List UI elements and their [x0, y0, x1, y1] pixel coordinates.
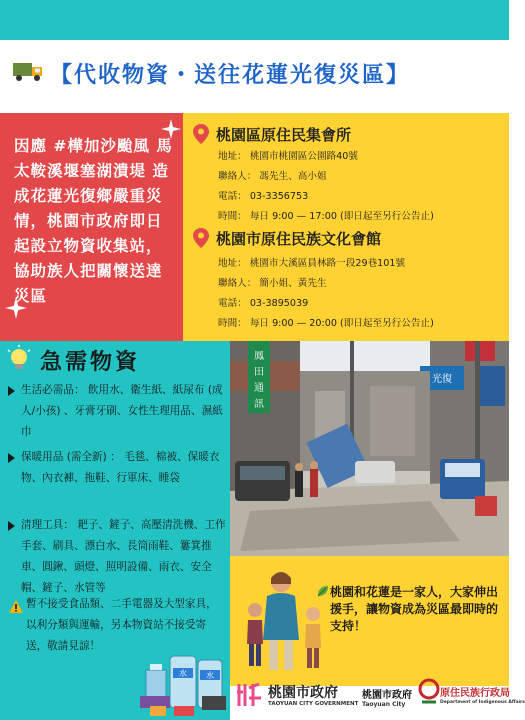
location-2-hours: 時間： 每日 9:00 — 20:00 (即日起至另行公告止): [218, 318, 434, 329]
taoyuan-city-logo-icon: [235, 680, 263, 710]
location-1-contact: 聯絡人： 馮先生、高小姐: [218, 171, 327, 182]
location-pin-icon: [193, 228, 209, 248]
intro-text: 因應 #樺加沙颱風 馬太鞍溪堰塞湖潰堤 造成花蓮光復鄉嚴重災情，桃園市政府即日起設立物資收集站，協助族人把關懷送達災區: [14, 137, 173, 305]
need-item-text: 保暖用品 (需全新) ： 毛毯、棉被、保暖衣物、內衣褲、拖鞋、行軍床、睡袋: [21, 451, 220, 484]
svg-text:訊: 訊: [254, 399, 264, 410]
page-title: 【代收物資・送往花蓮光復災區】: [50, 63, 411, 88]
need-item: [8, 447, 226, 489]
svg-text:水: 水: [179, 669, 187, 678]
svg-text:光復: 光復: [432, 374, 452, 385]
city-gov-name-en: TAOYUAN CITY GOVERNMENT: [268, 701, 359, 707]
location-2-phone: 電話： 03-3895039: [218, 298, 309, 309]
lightbulb-icon: [6, 345, 32, 375]
svg-text:鳳: 鳳: [254, 351, 264, 362]
solidarity-message: 桃園和花蓮是一家人，大家伸出援手，讓物資成為災區最即時的支持！: [330, 585, 499, 633]
city-gov-name: 桃園市政府: [268, 685, 338, 701]
needs-title: 急需物資: [40, 350, 141, 375]
location-2-contact: 聯絡人： 簡小姐、黃先生: [218, 278, 327, 289]
location-pin-icon: [193, 124, 209, 144]
location-1-name: 桃園區原住民集會所: [216, 126, 352, 144]
disaster-street-photo: [230, 341, 509, 556]
dept-name: 原住民族行政局: [440, 688, 510, 699]
city-gov-logo-name: 桃園市政府: [362, 690, 412, 701]
svg-text:田: 田: [254, 367, 264, 378]
svg-text:水: 水: [206, 671, 214, 680]
top-banner: [0, 0, 509, 40]
location-2-name: 桃園市原住民族文化會館: [216, 230, 382, 248]
svg-text:通: 通: [254, 383, 264, 394]
dept-name-en: Department of Indigenous Affairs: [440, 700, 525, 705]
bullet-triangle-icon: [8, 453, 15, 463]
city-gov-logo-name-en: Taoyuan City: [362, 701, 406, 708]
need-item-text: 清理工具： 耙子、鏟子、高壓清洗機、工作手套、刷具、漂白水、長筒雨鞋、簍箕推車、圓鍬、頭燈、照明設備、雨衣、安全帽、鏟子、水管等: [21, 519, 226, 594]
location-1-address: 地址： 桃園市桃園區公園路40號: [218, 151, 358, 162]
need-item: [8, 515, 226, 599]
indigenous-dept-logo-icon: [418, 678, 440, 708]
location-2-address: 地址： 桃園市大溪區員林路一段29巷101號: [218, 258, 406, 269]
bullet-triangle-icon: [8, 521, 15, 531]
truck-icon: [12, 60, 44, 82]
leaf-icon: [316, 584, 330, 598]
need-item: [8, 380, 226, 443]
location-1-phone: 電話： 03-3356753: [218, 191, 309, 202]
need-item-text: 生活必需品： 飲用水、衛生紙、紙尿布 (成人/小孩) 、牙膏牙刷、女性生理用品、濕紙巾: [21, 384, 223, 438]
supplies-illustration: [140, 646, 232, 718]
notice-text: 暫不接受食品類、二手電器及大型家具，以利分類與運輸，另本物資站不接受寄送，敬請見諒！: [26, 598, 217, 652]
bullet-triangle-icon: [8, 386, 15, 396]
location-1-hours: 時間： 每日 9:00 — 17:00 (即日起至另行公告止): [218, 211, 434, 222]
